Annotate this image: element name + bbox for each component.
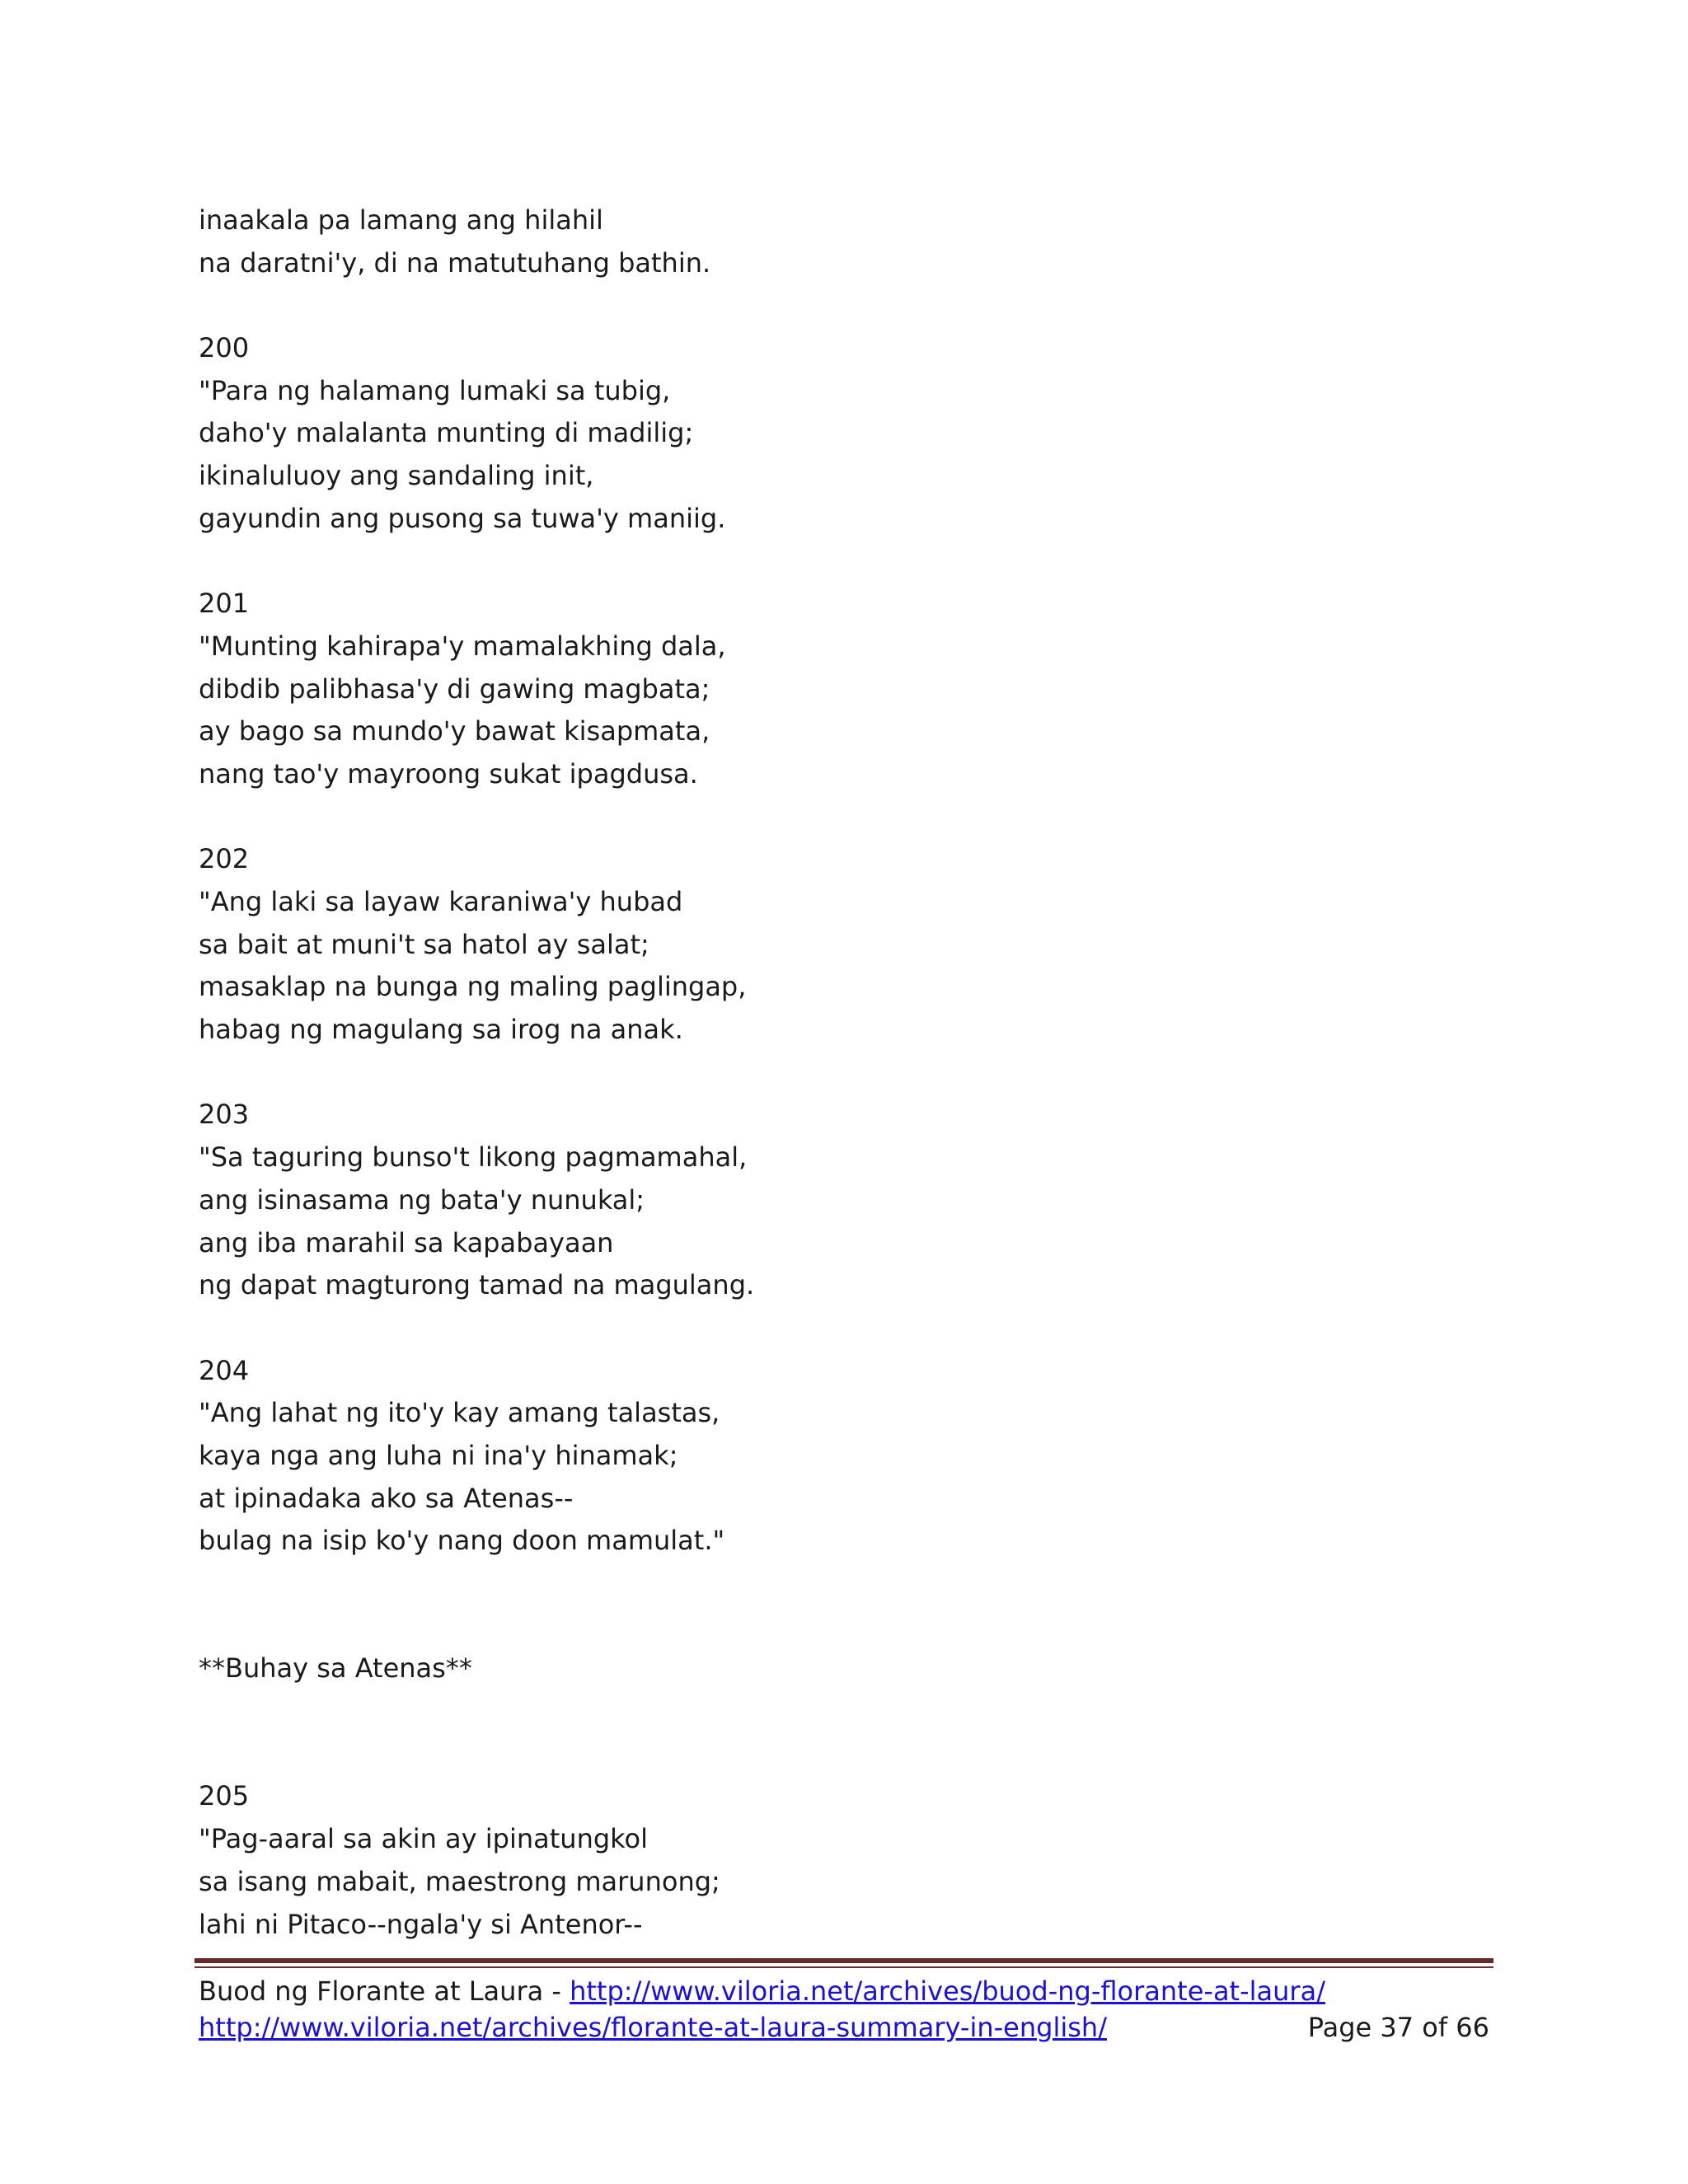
verse-line: "Munting kahirapa'y mamalakhing dala, xyxy=(199,630,726,662)
stanza-number: 202 xyxy=(199,843,250,875)
verse-line: "Para ng halamang lumaki sa tubig, xyxy=(199,374,671,406)
verse-line: nang tao'y mayroong sukat ipagdusa. xyxy=(199,757,698,790)
stanza-gap xyxy=(199,1307,1484,1350)
verse-line: na daratni'y, di na matutuhang bathin. xyxy=(199,246,711,279)
footer-title xyxy=(199,1973,1325,2009)
stanza-gap xyxy=(199,284,1484,327)
verse-line: ang isinasama ng bata'y nunukal; xyxy=(199,1183,645,1216)
page-footer xyxy=(199,1973,1489,2046)
verse-line: masaklap na bunga ng maling paglingap, xyxy=(199,971,747,1003)
document-body xyxy=(199,199,1484,1946)
verse-line: at ipinadaka ako sa Atenas-- xyxy=(199,1482,574,1514)
verse-line: kaya nga ang luha ni ina'y hinamak; xyxy=(199,1439,678,1471)
footer-row-2 xyxy=(199,2009,1489,2046)
verse-line: "Ang lahat ng ito'y kay amang talastas, xyxy=(199,1397,720,1429)
section-heading: **Buhay sa Atenas** xyxy=(199,1652,472,1685)
verse-line: "Pag-aaral sa akin ay ipinatungkol xyxy=(199,1823,649,1855)
stanza-number: 205 xyxy=(199,1780,250,1812)
verse-line: ng dapat magturong tamad na magulang. xyxy=(199,1269,755,1301)
stanza-gap xyxy=(199,796,1484,839)
verse-line: ay bago sa mundo'y bawat kisapmata, xyxy=(199,715,710,748)
section-gap xyxy=(199,1690,1484,1775)
verse-line: ang iba marahil sa kapabayaan xyxy=(199,1226,614,1258)
verse-line: bulag na isip ko'y nang doon mamulat." xyxy=(199,1525,725,1557)
footer-link-tagalog[interactable]: http://www.viloria.net/archives/buod-ng-florante-at-laura/ xyxy=(570,1975,1325,2007)
footer-divider xyxy=(195,1958,1493,1963)
footer-title-text: Buod ng Florante at Laura - xyxy=(199,1975,570,2007)
verse-line: dibdib palibhasa'y di gawing magbata; xyxy=(199,673,710,705)
verse-line: inaakala pa lamang ang hilahil xyxy=(199,204,603,236)
stanza-gap xyxy=(199,541,1484,583)
stanza-number: 203 xyxy=(199,1099,250,1131)
stanza-number: 201 xyxy=(199,588,250,620)
footer-row-1 xyxy=(199,1973,1489,2009)
section-gap xyxy=(199,1563,1484,1647)
stanza-number: 200 xyxy=(199,332,250,364)
footer-link-english[interactable]: http://www.viloria.net/archives/florante-at-laura-summary-in-english/ xyxy=(199,2012,1107,2043)
stanza-number: 204 xyxy=(199,1354,250,1386)
verse-line: sa isang mabait, maestrong marunong; xyxy=(199,1865,720,1897)
verse-line: habag ng magulang sa irog na anak. xyxy=(199,1014,683,1046)
footer-divider-thin xyxy=(195,1966,1493,1968)
verse-line: gayundin ang pusong sa tuwa'y maniig. xyxy=(199,502,726,534)
verse-line: ikinaluluoy ang sandaling init, xyxy=(199,460,594,492)
verse-line: "Ang laki sa layaw karaniwa'y hubad xyxy=(199,886,683,917)
verse-line: sa bait at muni't sa hatol ay salat; xyxy=(199,928,649,960)
verse-line: "Sa taguring bunso't likong pagmamahal, xyxy=(199,1141,748,1174)
verse-line: daho'y malalanta munting di madilig; xyxy=(199,417,694,449)
page-number: Page 37 of 66 xyxy=(1307,2012,1489,2043)
stanza-gap xyxy=(199,1052,1484,1094)
verse-line: lahi ni Pitaco--ngala'y si Antenor-- xyxy=(199,1908,643,1940)
